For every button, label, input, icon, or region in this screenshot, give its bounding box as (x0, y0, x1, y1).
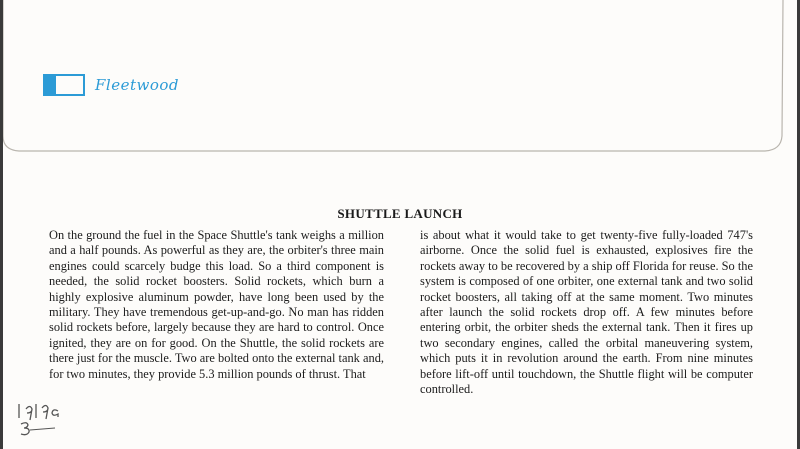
article-column-right: is about what it would take to get twenty-five fully-loaded 747's airborne. Once the solid fuel is exhausted, explosives fire the rockets away to be recovered by a ship off Florida for reuse. So the system is composed of one orbiter, one external tank and two solid rocket boosters, all taking off at the same moment. Two minutes after launch the solid rockets drop off. A few minutes before entering orbit, the orbiter sheds the external tank. Then it fires up two secondary engines, called the orbital maneuvering system, which puts it in revolution around the earth. From nine minutes before lift-off until touchdown, the Shuttle flight will be computer controlled. (420, 228, 753, 397)
handwritten-note (13, 398, 73, 440)
logo-block (45, 76, 56, 94)
logo-square-icon (43, 74, 85, 96)
article-column-left: On the ground the fuel in the Space Shuttle's tank weighs a million and a half pounds. As powerful as they are, the orbiter's three main engines could scarcely budge this load. So a third component is needed, the solid rocket boosters. Solid rockets, which burn a highly explosive aluminum powder, have long been used by the military. They have tremendous get-up-and-go. No man has ridden solid rockets before, largely because they are hard to control. Once ignited, they are on for good. On the Shuttle, the solid rockets are there just for the muscle. Two are bolted onto the external tank and, for two minutes, they provide 5.3 million pounds of thrust. That (49, 228, 384, 381)
article-title: SHUTTLE LAUNCH (337, 206, 463, 221)
logo-text: Fleetwood (95, 76, 179, 94)
fleetwood-logo (43, 74, 179, 96)
envelope-back (3, 0, 797, 449)
